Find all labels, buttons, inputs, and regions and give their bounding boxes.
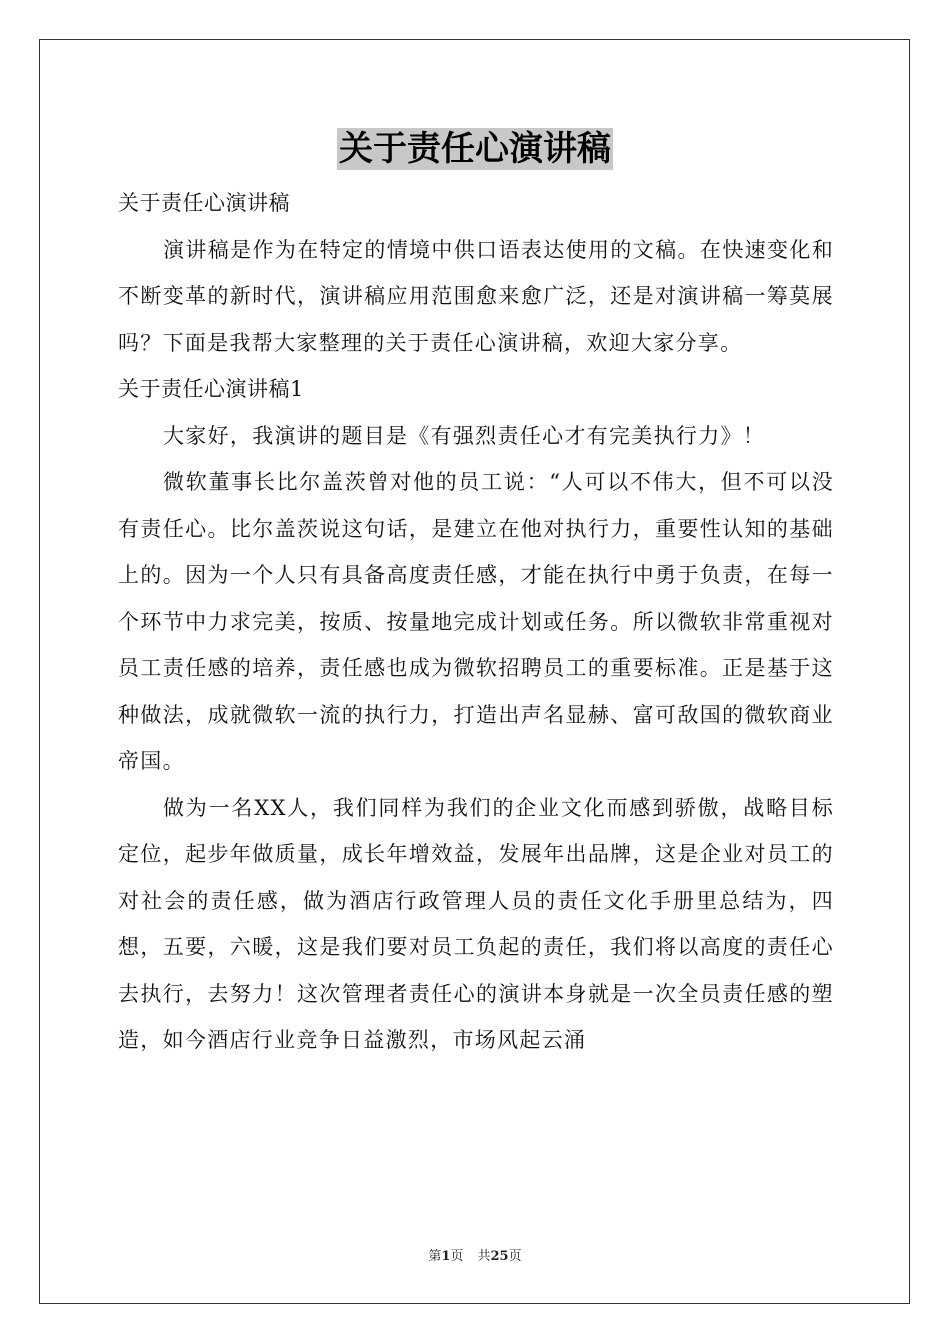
body-paragraph: 大家好，我演讲的题目是《有强烈责任心才有完美执行力》！	[163, 423, 766, 448]
section-heading: 关于责任心演讲稿1	[118, 377, 304, 401]
body-paragraph: 做为一名XX人，我们同样为我们的企业文化而感到骄傲，战略目标定位，起步年做质量，成长年增效益，发展年出品牌，这是企业对员工的对社会的责任感，做为酒店行政管理人员的责任文化手册里总结为，四想，五要，六暖，这是我们要对员工负起的责任，我们将以高度的责任心去执行，去努力！这次管理者责任心的演讲本身就是一次全员责任感的塑造，如今酒店行业竞争日益激烈，市场风起云涌	[118, 795, 834, 1052]
title-wrap	[0, 128, 950, 170]
page-number: 1	[441, 1249, 451, 1264]
section-heading: 关于责任心演讲稿	[118, 191, 290, 215]
body-paragraph: 演讲稿是作为在特定的情境中供口语表达使用的文稿。在快速变化和不断变革的新时代，演讲稿应用范围愈来愈广泛，还是对演讲稿一筹莫展吗？下面是我帮大家整理的关于责任心演讲稿，欢迎大家分享。	[118, 237, 834, 355]
document-body	[118, 180, 834, 1064]
page-prefix: 第	[428, 1249, 442, 1264]
page-suffix: 页	[450, 1249, 464, 1264]
document-title: 关于责任心演讲稿	[339, 129, 611, 169]
total-pages: 25	[490, 1249, 509, 1264]
body-paragraph: 微软董事长比尔盖茨曾对他的员工说：“人可以不伟大，但不可以没有责任心。比尔盖茨说这句话，是建立在他对执行力，重要性认知的基础上的。因为一个人只有具备高度责任感，才能在执行中勇于负责，在每一个环节中力求完美，按质、按量地完成计划或任务。所以微软非常重视对员工责任感的培养，责任感也成为微软招聘员工的重要标准。正是基于这种做法，成就微软一流的执行力，打造出声名显赫、富可敌国的微软商业帝国。	[118, 470, 834, 773]
total-suffix: 页	[508, 1249, 522, 1264]
page-footer	[0, 1245, 950, 1264]
total-prefix: 共	[477, 1249, 491, 1264]
